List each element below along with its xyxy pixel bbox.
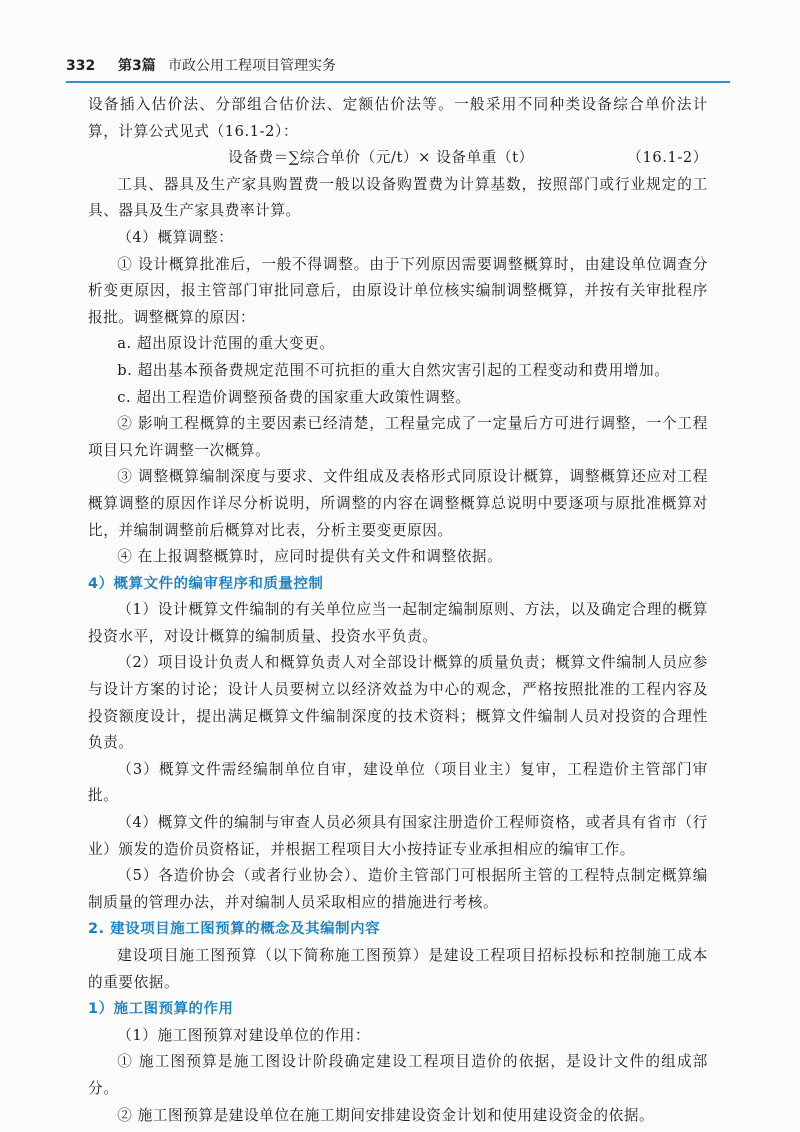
formula-text: 设备费＝∑综合单价（元/t）× 设备单重（t） [228, 149, 534, 167]
section-heading: 2. 建设项目施工图预算的概念及其编制内容 [88, 921, 381, 938]
section-heading: 1）施工图预算的作用 [88, 1001, 234, 1018]
paragraph: （3）概算文件需经编制单位自审，建设单位（项目业主）复审，工程造价主管部门审批。 [88, 760, 708, 805]
paragraph: ② 施工图预算是建设单位在施工期间安排建设资金计划和使用建设资金的依据。 [117, 1106, 655, 1124]
page-body [88, 92, 708, 1129]
paragraph: b. 超出基本预备费规定范围不可抗拒的重大自然灾害引起的工程变动和费用增加。 [117, 361, 670, 379]
paragraph: （4）概算文件的编制与审查人员必须具有国家注册造价工程师资格，或者具有省市（行业）颁发的造价员资格证，并根据工程项目大小按持证专业承担相应的编审工作。 [88, 814, 708, 858]
paragraph: ③ 调整概算编制深度与要求、文件组成及表格形式同原设计概算，调整概算还应对工程概算调整的原因作详尽分析说明，所调整的内容在调整概算总说明中要逐项与原批准概算对比，并编制调整前后概算对比表，分析主要变更原因。 [88, 468, 708, 539]
section-heading: 4）概算文件的编审程序和质量控制 [88, 575, 324, 592]
page-header [66, 52, 730, 80]
paragraph: ② 影响工程概算的主要因素已经清楚，工程量完成了一定量后方可进行调整，一个工程项目只允许调整一次概算。 [88, 415, 708, 459]
formula [88, 145, 708, 172]
header-rule [66, 81, 730, 83]
page-number: 332 [66, 58, 96, 74]
paragraph: 工具、器具及生产家具购置费一般以设备购置费为计算基数，按照部门或行业规定的工具、器具及生产家具费率计算。 [88, 175, 708, 220]
paragraph: ④ 在上报调整概算时，应同时提供有关文件和调整依据。 [117, 548, 503, 566]
paragraph: 建设项目施工图预算（以下简称施工图预算）是建设工程项目招标投标和控制施工成本的重要依据。 [88, 947, 708, 991]
book-title: 市政公用工程项目管理实务 [168, 58, 336, 74]
formula-number: （16.1-2） [627, 149, 708, 167]
part-label: 第3篇 [118, 58, 156, 74]
paragraph: c. 超出工程造价调整预备费的国家重大政策性调整。 [117, 388, 471, 406]
paragraph: ① 设计概算批准后，一般不得调整。由于下列原因需要调整概算时，由建设单位调查分析变更原因，报主管部门审批同意后，由原设计单位核实编制调整概算，并按有关审批程序报批。调整概算的原因： [88, 255, 708, 326]
paragraph: （4）概算调整： [117, 228, 234, 246]
paragraph: （5）各造价协会（或者行业协会）、造价主管部门可根据所主管的工程特点制定概算编制质量的管理办法，并对编制人员采取相应的措施进行考核。 [88, 867, 708, 911]
paragraph: ① 施工图预算是施工图设计阶段确定建设工程项目造价的依据，是设计文件的组成部分。 [88, 1053, 708, 1097]
paragraph: （1）设计概算文件编制的有关单位应当一起制定编制原则、方法，以及确定合理的概算投资水平，对设计概算的编制质量、投资水平负责。 [88, 601, 708, 645]
paragraph: a. 超出原设计范围的重大变更。 [117, 335, 335, 353]
paragraph: （1）施工图预算对建设单位的作用： [117, 1026, 371, 1044]
paragraph: （2）项目设计负责人和概算负责人对全部设计概算的质量负责；概算文件编制人员应参与设计方案的讨论；设计人员要树立以经济效益为中心的观念，严格按照批准的工程内容及投资额度设计，提出满足概算文件编制深度的技术资料；概算文件编制人员对投资的合理性负责。 [88, 654, 708, 752]
paragraph: 设备插入估价法、分部组合估价法、定额估价法等。一般采用不同种类设备综合单价法计算，计算公式见式（16.1-2）： [88, 96, 708, 140]
